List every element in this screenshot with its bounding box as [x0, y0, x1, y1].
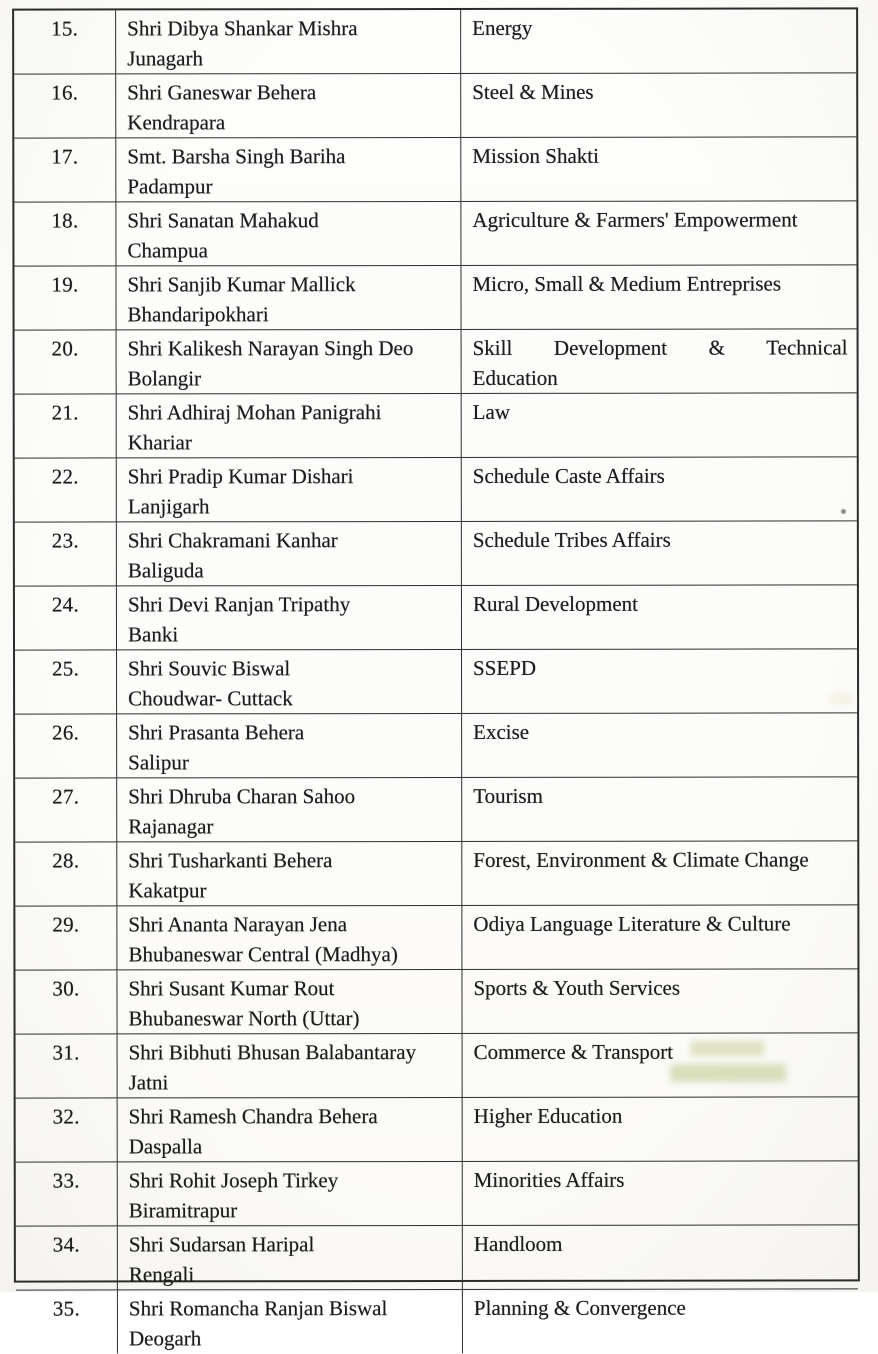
member-cell — [116, 842, 461, 905]
table-row — [15, 584, 857, 649]
table-row — [15, 456, 857, 521]
serial-number: 23. — [51, 528, 79, 553]
serial-number: 20. — [51, 336, 79, 361]
portfolio-cell — [460, 201, 856, 265]
portfolio-cell — [461, 393, 857, 457]
table-row — [15, 776, 857, 841]
member-name: Shri Pradip Kumar Dishari — [127, 464, 354, 489]
member-constituency: Kendrapara — [127, 109, 226, 134]
serial-number-cell — [14, 10, 115, 73]
scan-stain — [828, 692, 854, 706]
member-name: Shri Susant Kumar Rout — [128, 976, 335, 1001]
member-name: Shri Romancha Ranjan Biswal — [128, 1296, 388, 1321]
serial-number-cell — [15, 906, 116, 969]
table-row — [16, 1096, 858, 1161]
member-constituency: Bolangir — [127, 365, 202, 390]
serial-number: 31. — [52, 1040, 80, 1065]
member-name: Shri Devi Ranjan Tripathy — [127, 592, 351, 617]
member-name: Shri Rohit Joseph Tirkey — [128, 1168, 339, 1193]
portfolio-line: Steel & Mines — [472, 79, 594, 104]
member-name: Shri Dibya Shankar Mishra — [127, 16, 358, 41]
member-name: Shri Ganeswar Behera — [127, 80, 317, 105]
member-cell — [115, 138, 460, 201]
member-cell — [116, 394, 461, 457]
serial-number-cell — [16, 1226, 117, 1289]
portfolio-line: Sports & Youth Services — [473, 975, 681, 1000]
member-name: Shri Chakramani Kanhar — [127, 528, 338, 553]
portfolio-cell — [460, 265, 856, 329]
member-constituency: Bhubaneswar Central (Madhya) — [128, 941, 398, 966]
serial-number: 28. — [52, 848, 80, 873]
portfolio-line: Minorities Affairs — [473, 1167, 625, 1192]
portfolio-cell — [461, 969, 857, 1033]
serial-number-cell — [16, 1098, 117, 1161]
portfolio-line: Mission Shakti — [472, 143, 599, 168]
member-constituency: Deogarh — [128, 1325, 202, 1350]
serial-number-cell — [14, 202, 115, 265]
table-row — [15, 648, 857, 713]
member-constituency: Bhubaneswar North (Uttar) — [128, 1005, 360, 1030]
member-cell — [116, 586, 461, 649]
member-constituency: Biramitrapur — [128, 1197, 238, 1222]
member-cell — [117, 1034, 462, 1097]
portfolio-cell — [461, 713, 857, 777]
serial-number: 16. — [51, 80, 79, 105]
portfolio-cell — [462, 1289, 858, 1353]
member-cell — [116, 778, 461, 841]
member-name: Shri Ramesh Chandra Behera — [128, 1104, 378, 1129]
member-name: Shri Sudarsan Haripal — [128, 1232, 315, 1257]
member-cell — [115, 202, 460, 265]
portfolio-line: Forest, Environment & Climate Change — [473, 847, 809, 872]
portfolio-line: SSEPD — [473, 655, 537, 680]
member-name: Shri Sanatan Mahakud — [127, 208, 319, 233]
serial-number-cell — [16, 1290, 117, 1353]
table-row — [14, 136, 856, 201]
serial-number-cell — [15, 650, 116, 713]
portfolio-cell — [461, 329, 857, 393]
serial-number: 27. — [52, 784, 80, 809]
serial-number-cell — [15, 778, 116, 841]
table-row — [14, 264, 856, 329]
member-constituency: Choudwar- Cuttack — [128, 685, 293, 710]
serial-number: 30. — [52, 976, 80, 1001]
table-row — [15, 520, 857, 585]
serial-number-cell — [15, 842, 116, 905]
member-name: Smt. Barsha Singh Bariha — [127, 144, 346, 169]
table-row — [14, 72, 856, 137]
portfolio-cell — [460, 73, 856, 137]
serial-number-cell — [15, 714, 116, 777]
portfolio-cell — [461, 585, 857, 649]
serial-number: 35. — [52, 1296, 81, 1321]
member-constituency: Daspalla — [128, 1133, 203, 1158]
portfolio-line: Higher Education — [473, 1103, 623, 1128]
table-row — [14, 200, 856, 265]
portfolio-line: Agriculture & Farmers' Empowerment — [472, 207, 798, 232]
table-row — [16, 1224, 858, 1289]
serial-number: 17. — [51, 144, 79, 169]
member-cell — [117, 1098, 462, 1161]
portfolio-line: Planning & Convergence — [473, 1295, 686, 1320]
member-cell — [116, 714, 461, 777]
table-row — [15, 392, 857, 457]
serial-number: 24. — [51, 592, 80, 617]
table-row — [15, 968, 857, 1033]
portfolio-line: Micro, Small & Medium Entreprises — [472, 271, 782, 296]
portfolio-cell — [461, 905, 857, 969]
member-name: Shri Tusharkanti Behera — [128, 848, 333, 873]
serial-number: 32. — [52, 1104, 80, 1129]
member-cell — [116, 458, 461, 521]
serial-number-cell — [16, 1162, 117, 1225]
serial-number: 15. — [51, 16, 79, 41]
serial-number-cell — [14, 74, 115, 137]
portfolio-line: Law — [472, 399, 511, 424]
member-cell — [115, 74, 460, 137]
serial-number: 22. — [51, 464, 79, 489]
serial-number-cell — [15, 394, 116, 457]
member-constituency: Baliguda — [127, 557, 204, 582]
portfolio-cell — [461, 777, 857, 841]
member-cell — [116, 970, 461, 1033]
member-cell — [117, 1290, 462, 1353]
member-cell — [117, 1226, 462, 1289]
member-constituency: Junagarh — [127, 45, 204, 70]
portfolio-cell — [462, 1033, 858, 1097]
portfolio-cell — [462, 1161, 858, 1225]
table-row — [14, 9, 856, 73]
portfolio-line: Tourism — [473, 783, 543, 808]
member-constituency: Salipur — [128, 749, 189, 774]
portfolio-cell — [460, 137, 856, 201]
serial-number-cell — [16, 1034, 117, 1097]
member-name: Shri Adhiraj Mohan Panigrahi — [127, 400, 382, 425]
member-name: Shri Dhruba Charan Sahoo — [128, 784, 356, 809]
member-name: Shri Kalikesh Narayan Singh Deo — [127, 336, 414, 361]
serial-number-cell — [15, 586, 116, 649]
member-constituency: Rajanagar — [128, 813, 214, 838]
portfolio-line: Handloom — [473, 1231, 563, 1256]
table-row — [16, 1160, 858, 1225]
member-cell — [116, 522, 461, 585]
table-row — [16, 1288, 858, 1353]
serial-number-cell — [14, 138, 115, 201]
member-constituency: Banki — [127, 621, 179, 646]
portfolio-line: Odiya Language Literature & Culture — [473, 911, 791, 936]
member-name: Shri Prasanta Behera — [128, 720, 305, 745]
portfolio-line: Schedule Tribes Affairs — [472, 527, 671, 552]
member-cell — [116, 330, 461, 393]
member-constituency: Champua — [127, 237, 208, 262]
portfolio-line: Excise — [473, 719, 530, 744]
serial-number: 18. — [51, 208, 79, 233]
portfolio-cell — [461, 841, 857, 905]
table-row — [15, 328, 857, 393]
serial-number: 29. — [52, 912, 80, 937]
serial-number-cell — [15, 458, 116, 521]
serial-number-cell — [15, 330, 116, 393]
portfolio-line: Rural Development — [472, 591, 639, 616]
serial-number: 34. — [52, 1232, 80, 1257]
table-row — [16, 1032, 858, 1097]
scan-speck — [841, 509, 846, 514]
member-constituency: Padampur — [127, 173, 213, 198]
serial-number-cell — [15, 522, 116, 585]
portfolio-line: Schedule Caste Affairs — [472, 463, 665, 488]
portfolio-cell — [460, 9, 856, 73]
member-constituency: Jatni — [128, 1069, 169, 1094]
serial-number-cell — [15, 970, 116, 1033]
member-cell — [116, 906, 461, 969]
portfolio-cell — [461, 521, 857, 585]
portfolio-cell — [461, 649, 857, 713]
member-name: Shri Ananta Narayan Jena — [128, 912, 348, 937]
member-constituency: Lanjigarh — [127, 493, 210, 518]
portfolio-line: Skill Development & Technical — [472, 335, 848, 360]
portfolio-line: Energy — [472, 15, 533, 40]
member-cell — [115, 266, 460, 329]
portfolio-cell — [462, 1097, 858, 1161]
member-cell — [117, 1162, 462, 1225]
member-cell — [116, 650, 461, 713]
table-row — [15, 712, 857, 777]
portfolio-line: Education — [472, 365, 558, 390]
ministers-portfolio-table — [12, 7, 860, 1350]
serial-number: 33. — [52, 1168, 80, 1193]
member-constituency: Bhandaripokhari — [127, 301, 269, 326]
serial-number: 26. — [52, 720, 80, 745]
member-cell — [115, 10, 460, 73]
serial-number: 19. — [51, 272, 79, 297]
serial-number: 25. — [51, 656, 80, 681]
member-constituency: Kakatpur — [128, 877, 207, 902]
member-name: Shri Souvic Biswal — [128, 656, 291, 681]
member-constituency: Rengali — [128, 1261, 195, 1286]
serial-number: 21. — [51, 400, 79, 425]
portfolio-cell — [461, 457, 857, 521]
portfolio-cell — [462, 1225, 858, 1289]
serial-number-cell — [14, 266, 115, 329]
table-row — [15, 904, 857, 969]
portfolio-line: Commerce & Transport — [473, 1039, 674, 1064]
table-row — [15, 840, 857, 905]
member-name: Shri Bibhuti Bhusan Balabantaray — [128, 1040, 417, 1065]
member-constituency: Khariar — [127, 429, 192, 454]
member-name: Shri Sanjib Kumar Mallick — [127, 272, 356, 297]
